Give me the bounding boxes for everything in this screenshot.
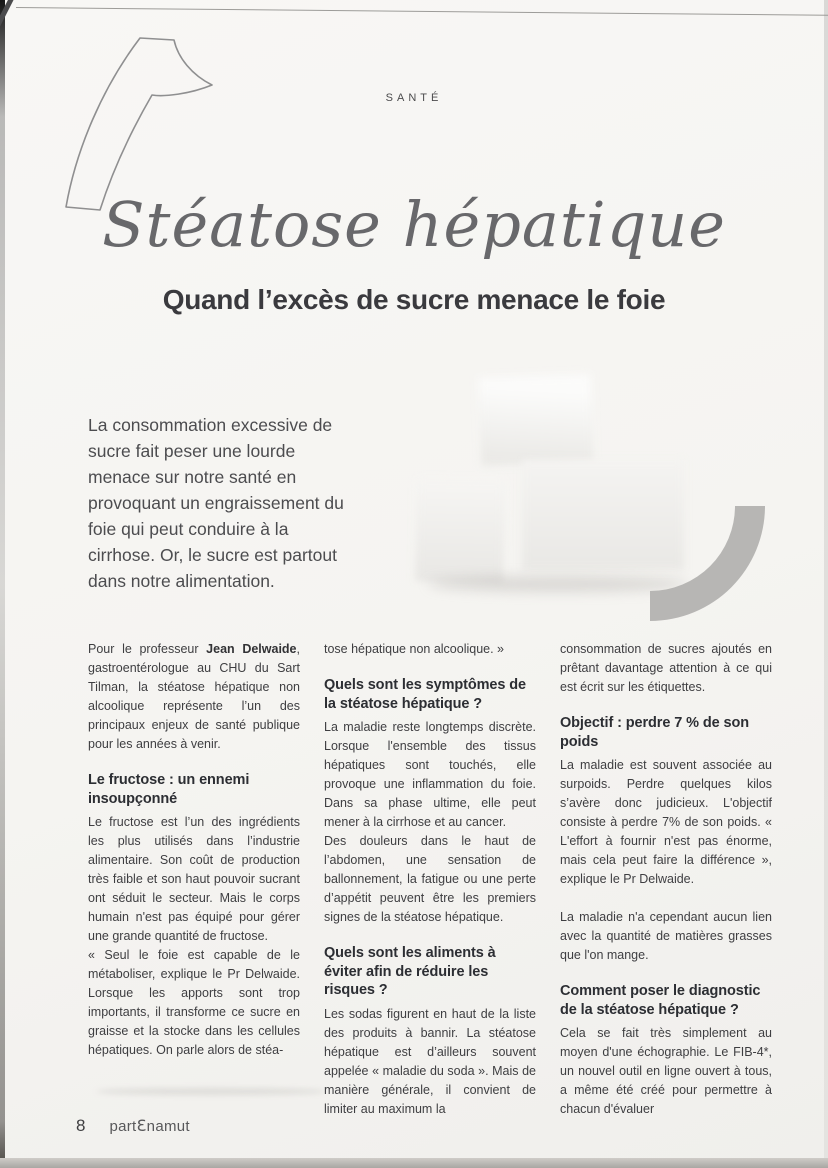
- section-heading: Le fructose : un ennemi insoupçonné: [88, 772, 250, 807]
- scan-edge-left: [0, 0, 5, 1168]
- paragraph: La maladie n'a cependant aucun lien avec la quantité de matières grasses que l'on mange.: [560, 910, 772, 962]
- intro-paragraph: La consommation excessive de sucre fait peser une lourde menace sur notre santé en provoquant un engraissement du foie qui peut conduire à la cirrhose. Or, le sucre est partout dans notre alimentation.: [88, 415, 344, 591]
- column-2: [324, 640, 536, 1119]
- paragraph: Cela se fait très simplement au moyen d'une échographie. Le FIB-4*, un nouvel outil en ligne ouvert à tous, a même été créé pour permettre à chacun d'évaluer: [560, 1026, 772, 1116]
- paragraph: [88, 640, 300, 754]
- scan-edge-bottom: [0, 1158, 828, 1168]
- section-heading: Comment poser le diagnostic de la stéatose hépatique ?: [560, 983, 761, 1018]
- section-heading: Objectif : perdre 7 % de son poids: [560, 715, 749, 750]
- partenamut-logo: [109, 1116, 189, 1135]
- scan-edge-right: [824, 0, 828, 1168]
- page-footer: [76, 1116, 190, 1136]
- column-1: [88, 640, 300, 1119]
- page-number: 8: [76, 1116, 86, 1135]
- paragraph: La maladie est souvent associée au surpoids. Perdre quelques kilos s’avère donc judicieux. L'objectif consiste à perdre 7% de son poids. « L'effort à fournir n'est pas énorme, mais cela peut faire la différence », explique le Pr Delwaide.: [560, 758, 772, 886]
- column-3: [560, 640, 772, 1119]
- article-columns: [88, 640, 772, 1119]
- paragraph: Les sodas figurent en haut de la liste des produits à bannir. La stéatose hépatique est d’ailleurs souvent appelée « maladie du soda ». Mais de manière générale, il convient de limiter au maximum la: [324, 1006, 536, 1116]
- paragraph: La maladie reste longtemps discrète. Lorsque l'ensemble des tissus hépatiques sont touchés, elle provoque une inflammation du foie. Dans sa phase ultime, elle peut mener à la cirrhose et au cancer.: [324, 720, 536, 829]
- article-title: Stéatose hépatique: [102, 188, 726, 261]
- section-heading: Quels sont les aliments à éviter afin de réduire les risques ?: [324, 945, 496, 998]
- section-kicker: SANTÉ: [385, 92, 443, 104]
- paragraph: Des douleurs dans le haut de l’abdomen, une sensation de ballonnement, la fatigue ou une perte d’appétit peuvent être les premiers signes de la stéatose hépatique.: [324, 834, 536, 924]
- logo-text: part: [109, 1118, 137, 1135]
- quarter-ring-decoration: [648, 500, 770, 626]
- paragraph: consommation de sucres ajoutés en prêtant davantage attention à ce qui est écrit sur les étiquettes.: [560, 642, 772, 694]
- author-name: Jean Delwaide: [206, 642, 297, 656]
- logo-text: namut: [146, 1118, 190, 1135]
- logo-epsilon-glyph: Ɛ: [136, 1116, 147, 1135]
- paragraph-text: Pour le professeur: [88, 642, 207, 656]
- scan-edge-top-line: [16, 7, 828, 16]
- paragraph: tose hépatique non alcoolique. »: [324, 642, 505, 656]
- sugar-cube: [478, 374, 593, 466]
- section-heading: Quels sont les symptômes de la stéatose hépatique ?: [324, 677, 526, 712]
- sugar-cube: [415, 479, 505, 583]
- article-subtitle: Quand l’excès de sucre menace le foie: [162, 284, 666, 315]
- paragraph-text: , gastroentérologue au CHU du Sart Tilman, la stéatose hépatique non alcoolique représente l’un des principaux enjeux de santé publique pour les années à venir.: [88, 642, 300, 751]
- paragraph: Le fructose est l’un des ingrédients les plus utilisés dans l’industrie alimentaire. Son coût de production très faible et son haut pouvoir sucrant ont séduit le secteur. Mais le corps humain n'est pas équipé pour gérer une grande quantité de fructose.: [88, 815, 300, 943]
- paragraph: « Seul le foie est capable de le métaboliser, explique le Pr Delwaide. Lorsque les apports sont trop importants, il transforme ce sucre en graisse et la stocke dans les cellules hépatiques. On parle alors de stéa-: [88, 948, 300, 1057]
